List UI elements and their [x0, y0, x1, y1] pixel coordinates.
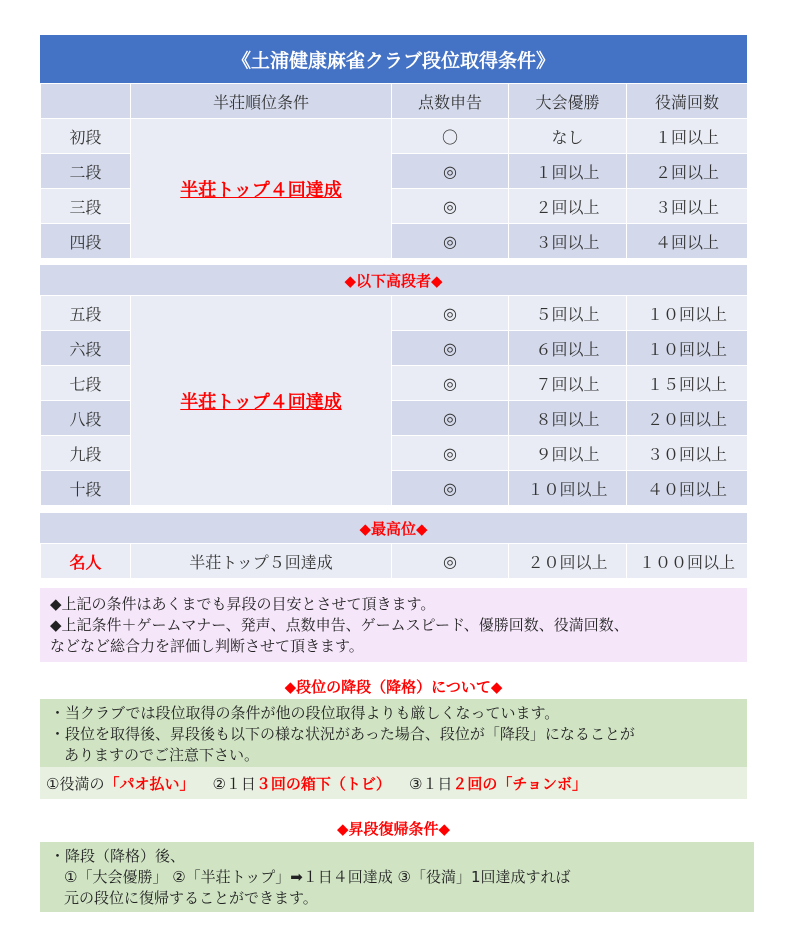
score-cell: ◎	[392, 331, 509, 366]
wins-cell: ６回以上	[509, 331, 627, 366]
rank-table-meijin	[40, 543, 748, 579]
rank-cell: 八段	[41, 401, 131, 436]
header-yakuman: 役満回数	[627, 84, 748, 119]
rank-cell: 十段	[41, 471, 131, 506]
demotion-line: ・当クラブでは段位取得の条件が他の段位取得よりも厳しくなっています。	[50, 704, 560, 722]
wins-cell: １回以上	[509, 154, 627, 189]
wins-cell: なし	[509, 119, 627, 154]
yakuman-cell: ４０回以上	[627, 471, 748, 506]
condition-text: 半荘トップ４回達成	[180, 179, 342, 201]
table-row	[41, 119, 748, 154]
restore-line: 元の段位に復帰することができます。	[64, 889, 318, 907]
rank-cell: 九段	[41, 436, 131, 471]
restore-line: ①「大会優勝」 ②「半荘トップ」➡１日４回達成 ③「役満」1回達成すれば	[64, 868, 571, 886]
meijin-wins-cell: ２０回以上	[509, 544, 627, 579]
restore-heading: ◆昇段復帰条件◆	[336, 820, 451, 838]
yakuman-cell: ３回以上	[627, 189, 748, 224]
yakuman-cell: ３０回以上	[627, 436, 748, 471]
item-c-emphasis: ２回の「チョンボ」	[452, 774, 587, 793]
wins-cell: ２回以上	[509, 189, 627, 224]
header-blank	[41, 84, 131, 119]
meijin-score-cell: ◎	[392, 544, 509, 579]
section-high-rank-label: ◆以下高段者◆	[40, 265, 747, 295]
wins-cell: １０回以上	[509, 471, 627, 506]
yakuman-cell: １０回以上	[627, 296, 748, 331]
item-a-emphasis: 「パオ払い」	[104, 774, 195, 793]
notes-line: などなど総合力を評価し判断させて頂きます。	[50, 637, 364, 655]
score-cell: 〇	[392, 119, 509, 154]
yakuman-cell: ２０回以上	[627, 401, 748, 436]
wins-cell: ７回以上	[509, 366, 627, 401]
score-cell: ◎	[392, 296, 509, 331]
section-top-rank-label: ◆最高位◆	[40, 513, 747, 543]
rank-table-basic	[40, 83, 748, 259]
meijin-yakuman-cell: １００回以上	[627, 544, 748, 579]
demotion-line: ・段位を取得後、昇段後も以下の様な状況があった場合、段位が「降段」になることが	[50, 725, 635, 743]
demotion-items	[40, 767, 747, 799]
header-wins: 大会優勝	[509, 84, 627, 119]
header-score: 点数申告	[392, 84, 509, 119]
table-row	[41, 544, 748, 579]
meijin-condition-cell: 半荘トップ５回達成	[131, 544, 392, 579]
restore-line: ・降段（降格）後、	[50, 847, 186, 865]
header-condition: 半荘順位条件	[131, 84, 392, 119]
condition-cell	[131, 296, 392, 506]
item-a-prefix: ①役満の	[46, 774, 105, 793]
score-cell: ◎	[392, 189, 509, 224]
rank-table-high	[40, 295, 748, 506]
notes-box	[40, 588, 747, 662]
rank-cell: 初段	[41, 119, 131, 154]
notes-line: ◆上記条件＋ゲームマナー、発声、点数申告、ゲームスピード、優勝回数、役満回数、	[50, 616, 629, 634]
rank-cell: 二段	[41, 154, 131, 189]
score-cell: ◎	[392, 224, 509, 259]
score-cell: ◎	[392, 366, 509, 401]
yakuman-cell: １回以上	[627, 119, 748, 154]
rank-cell: 五段	[41, 296, 131, 331]
rank-cell: 七段	[41, 366, 131, 401]
wins-cell: ３回以上	[509, 224, 627, 259]
wins-cell: ８回以上	[509, 401, 627, 436]
score-cell: ◎	[392, 471, 509, 506]
table-row	[41, 296, 748, 331]
score-cell: ◎	[392, 436, 509, 471]
rank-cell: 三段	[41, 189, 131, 224]
condition-cell	[131, 119, 392, 259]
item-c-prefix: ③１日	[408, 774, 453, 793]
wins-cell: ９回以上	[509, 436, 627, 471]
score-cell: ◎	[392, 154, 509, 189]
item-b-emphasis: ３回の箱下（トビ）	[255, 774, 391, 793]
meijin-rank-cell: 名人	[41, 544, 131, 579]
demotion-line: ありますのでご注意下さい。	[64, 746, 260, 764]
restore-box	[40, 842, 754, 912]
yakuman-cell: ２回以上	[627, 154, 748, 189]
condition-text: 半荘トップ４回達成	[180, 391, 342, 413]
score-cell: ◎	[392, 401, 509, 436]
yakuman-cell: １０回以上	[627, 331, 748, 366]
table-header-row	[41, 84, 748, 119]
rank-cell: 六段	[41, 331, 131, 366]
rank-cell: 四段	[41, 224, 131, 259]
item-b-prefix: ②１日	[212, 774, 256, 793]
demotion-heading: ◆段位の降段（降格）について◆	[284, 678, 503, 696]
wins-cell: ５回以上	[509, 296, 627, 331]
notes-line: ◆上記の条件はあくまでも昇段の目安とさせて頂きます。	[50, 595, 436, 613]
page-title: 《土浦健康麻雀クラブ段位取得条件》	[40, 35, 747, 83]
demotion-box	[40, 699, 747, 767]
yakuman-cell: １５回以上	[627, 366, 748, 401]
yakuman-cell: ４回以上	[627, 224, 748, 259]
